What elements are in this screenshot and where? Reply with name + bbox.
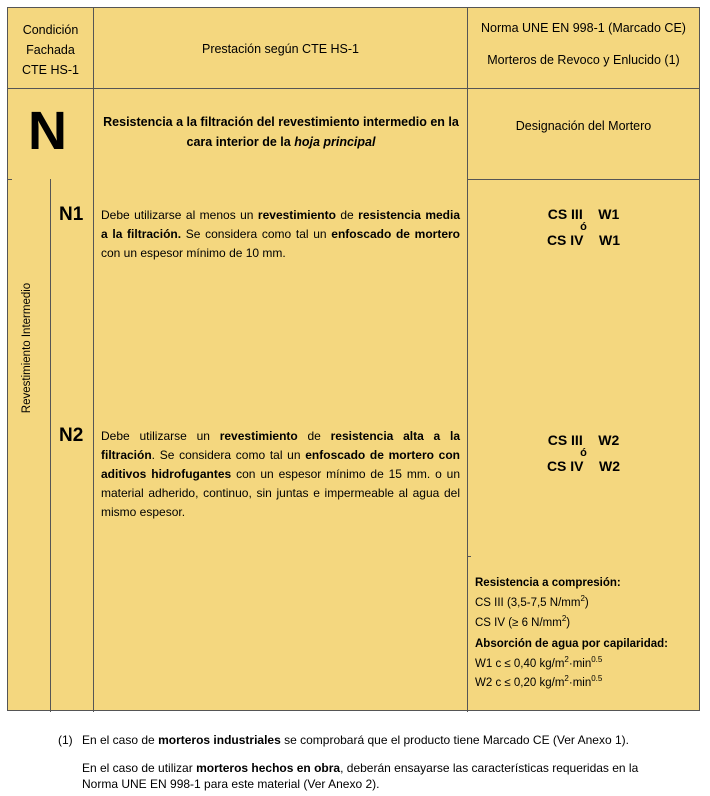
condition-title	[100, 112, 462, 152]
text-segment: revestimiento	[219, 429, 298, 443]
legend-text: CS III (3,5-7,5 N/mm	[475, 596, 581, 609]
text-segment: revestimiento	[257, 208, 336, 222]
text-segment: resistencia media a la filtración.	[101, 208, 460, 241]
text-segment: de	[297, 429, 331, 443]
legend-compression-title: Resistencia a compresión:	[475, 577, 621, 589]
condition-title-text: Resistencia a la filtración del revestimiento intermedio en la cara interior de la	[103, 115, 459, 149]
legend-absorption-title: Absorción de agua por capilaridad:	[475, 637, 668, 650]
header-condition-line: Fachada	[26, 43, 75, 57]
divider	[8, 179, 12, 180]
footnote-text: En el caso de utilizar	[82, 761, 197, 775]
text-segment: enfoscado de mortero	[331, 227, 460, 241]
row-text-n1	[101, 206, 460, 263]
footnote-text: morteros industriales	[158, 733, 281, 747]
legend-sup: 0.5	[591, 674, 603, 684]
designation-header: Designación del Mortero	[515, 119, 652, 133]
footnote-p2-line1	[82, 760, 692, 776]
footnote-p2-line2: Norma UNE EN 998-1 para este material (Ver Anexo 2).	[82, 777, 380, 791]
text-segment: . Se considera como tal un	[151, 448, 306, 462]
header-standard-line1: Norma UNE EN 998-1 (Marcado CE)	[481, 21, 686, 35]
legend-text: CS IV (≥ 6 N/mm	[475, 616, 562, 629]
text-segment: Debe utilizarse un	[101, 429, 220, 443]
side-label: Revestimiento Intermedio	[21, 282, 33, 414]
legend-text: )	[584, 596, 589, 609]
row-code-n2: N2	[59, 425, 84, 446]
divider	[93, 8, 94, 712]
footnote-paragraph-1	[82, 732, 682, 748]
legend-sup: 2	[564, 654, 569, 664]
legend-text: ·min	[568, 677, 592, 690]
requirements-table	[7, 7, 700, 711]
designation-line: CS IV W1	[546, 232, 621, 248]
footnote-text: morteros hechos en obra	[196, 761, 341, 775]
header-condition-line: Condición	[22, 23, 79, 37]
divider	[8, 88, 699, 89]
designation-n2	[468, 432, 699, 474]
legend-text: W1 c ≤ 0,40 kg/m	[475, 657, 565, 670]
text-segment: Debe utilizarse al menos un	[101, 208, 258, 222]
text-segment: de	[335, 208, 359, 222]
divider	[50, 179, 51, 712]
legend-text: ·min	[568, 657, 592, 670]
footnote-text: , deberán ensayarse las características requeridas en la	[340, 761, 639, 775]
row-text-n2	[101, 427, 460, 522]
header-performance: Prestación según CTE HS-1	[201, 42, 359, 56]
legend-cs3	[475, 591, 697, 611]
divider	[467, 8, 468, 712]
text-segment: con un espesor mínimo de 15 mm. o un material adherido, continuo, sin juntas e impermeable al agua del mismo espesor.	[101, 467, 460, 519]
footnote-text: En el caso de	[82, 733, 159, 747]
designation-line: CS IV W2	[546, 458, 621, 474]
footnote-paragraph-2	[82, 760, 692, 792]
footnote-marker: (1)	[58, 733, 73, 747]
legend-text: W2 c ≤ 0,20 kg/m	[475, 677, 565, 690]
designation-n1	[468, 206, 699, 248]
header-standard	[468, 12, 699, 76]
legend-sup: 2	[561, 613, 567, 623]
footnote-text: se comprobará que el producto tiene Marcado CE (Ver Anexo 1).	[280, 733, 629, 747]
condition-letter: N	[28, 101, 67, 161]
text-segment: Se considera como tal un	[181, 227, 332, 241]
designation-legend	[475, 576, 697, 691]
divider	[467, 179, 699, 180]
text-segment: con un espesor mínimo de 10 mm.	[101, 246, 286, 260]
text-segment: resistencia alta a la filtración	[101, 429, 460, 462]
legend-sup: 2	[580, 594, 585, 603]
legend-text: )	[566, 616, 571, 629]
row-code-n1: N1	[59, 204, 84, 225]
header-standard-line2: Morteros de Revoco y Enlucido (1)	[487, 53, 680, 67]
text-segment: enfoscado de mortero con aditivos hidrofugantes	[101, 448, 460, 481]
header-condition	[8, 20, 93, 80]
designation-line: CS III W1	[547, 206, 620, 222]
condition-title-italic: hoja principal	[294, 135, 376, 149]
designation-line: CS III W2	[547, 432, 620, 448]
legend-w2	[475, 671, 697, 691]
legend-sup: 2	[564, 674, 569, 684]
designation-or: ó	[580, 221, 587, 233]
legend-cs4	[475, 611, 697, 631]
designation-or: ó	[580, 447, 587, 459]
divider	[467, 556, 471, 557]
header-condition-line: CTE HS-1	[22, 63, 79, 77]
legend-sup: 0.5	[591, 654, 603, 664]
legend-w1	[475, 652, 697, 672]
